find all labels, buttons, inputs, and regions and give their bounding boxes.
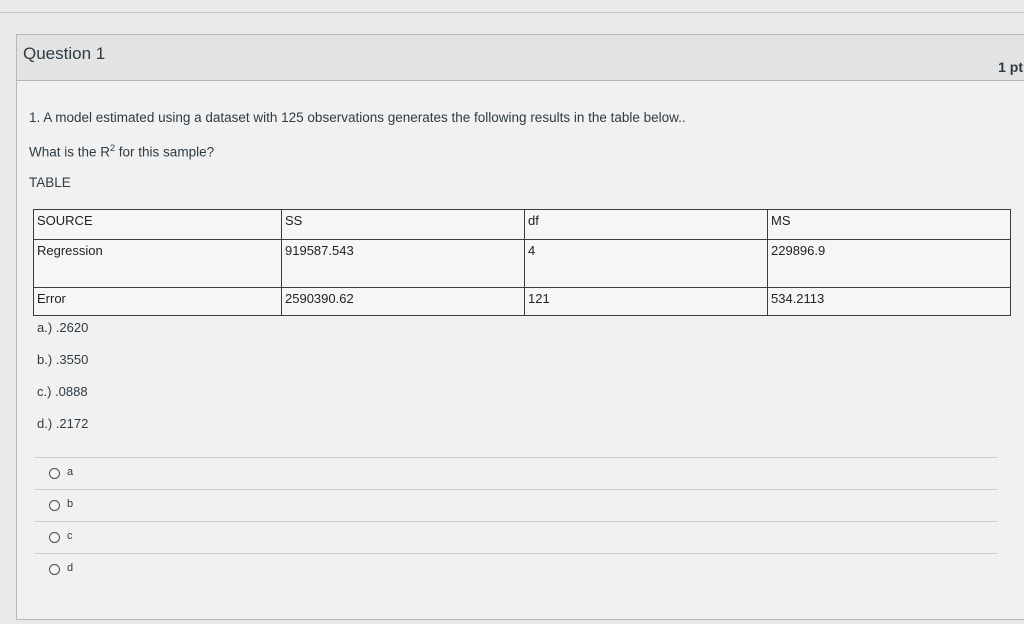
radio-button-icon[interactable] xyxy=(49,564,60,575)
question-prompt xyxy=(29,143,214,160)
answer-option-c[interactable] xyxy=(35,521,997,553)
radio-button-icon[interactable] xyxy=(49,532,60,543)
choice-text: b.) .3550 xyxy=(37,352,89,367)
answer-label: d xyxy=(67,562,74,574)
prompt-superscript: 2 xyxy=(110,143,116,153)
question-card xyxy=(16,34,1024,620)
top-divider xyxy=(0,12,1024,13)
table-row xyxy=(34,288,1011,316)
table-header-cell: MS xyxy=(768,210,1011,240)
question-points: 1 pt xyxy=(998,59,1023,75)
table-header-cell: df xyxy=(525,210,768,240)
radio-button-icon[interactable] xyxy=(49,468,60,479)
table-cell: 534.2113 xyxy=(768,288,1011,316)
table-cell: 2590390.62 xyxy=(282,288,525,316)
table-row xyxy=(34,240,1011,288)
table-header-cell: SOURCE xyxy=(34,210,282,240)
table-cell: 4 xyxy=(525,240,768,288)
answer-option-a[interactable] xyxy=(35,457,997,489)
table-header-cell: SS xyxy=(282,210,525,240)
choice-text: c.) .0888 xyxy=(37,384,88,399)
table-cell: 121 xyxy=(525,288,768,316)
question-text: 1. A model estimated using a dataset with 125 observations generates the following results in the table below.. xyxy=(29,110,686,125)
answer-options xyxy=(35,457,997,585)
answer-option-b[interactable] xyxy=(35,489,997,521)
answer-label: a xyxy=(67,466,74,478)
choice-text: a.) .2620 xyxy=(37,320,89,335)
question-body xyxy=(17,82,1024,622)
radio-button-icon[interactable] xyxy=(49,500,60,511)
table-cell: Error xyxy=(34,288,282,316)
table-label: TABLE xyxy=(29,175,71,190)
choice-text: d.) .2172 xyxy=(37,416,89,431)
results-table xyxy=(33,209,1011,316)
table-cell: 919587.543 xyxy=(282,240,525,288)
table-cell: Regression xyxy=(34,240,282,288)
prompt-tail: for this sample? xyxy=(115,144,215,160)
question-header xyxy=(17,35,1024,81)
table-cell: 229896.9 xyxy=(768,240,1011,288)
answer-option-d[interactable] xyxy=(35,553,997,585)
prompt-main: What is the R xyxy=(29,144,111,160)
question-title: Question 1 xyxy=(23,44,106,63)
table-header-row xyxy=(34,210,1011,240)
answer-label: c xyxy=(67,530,73,542)
answer-label: b xyxy=(67,498,74,510)
